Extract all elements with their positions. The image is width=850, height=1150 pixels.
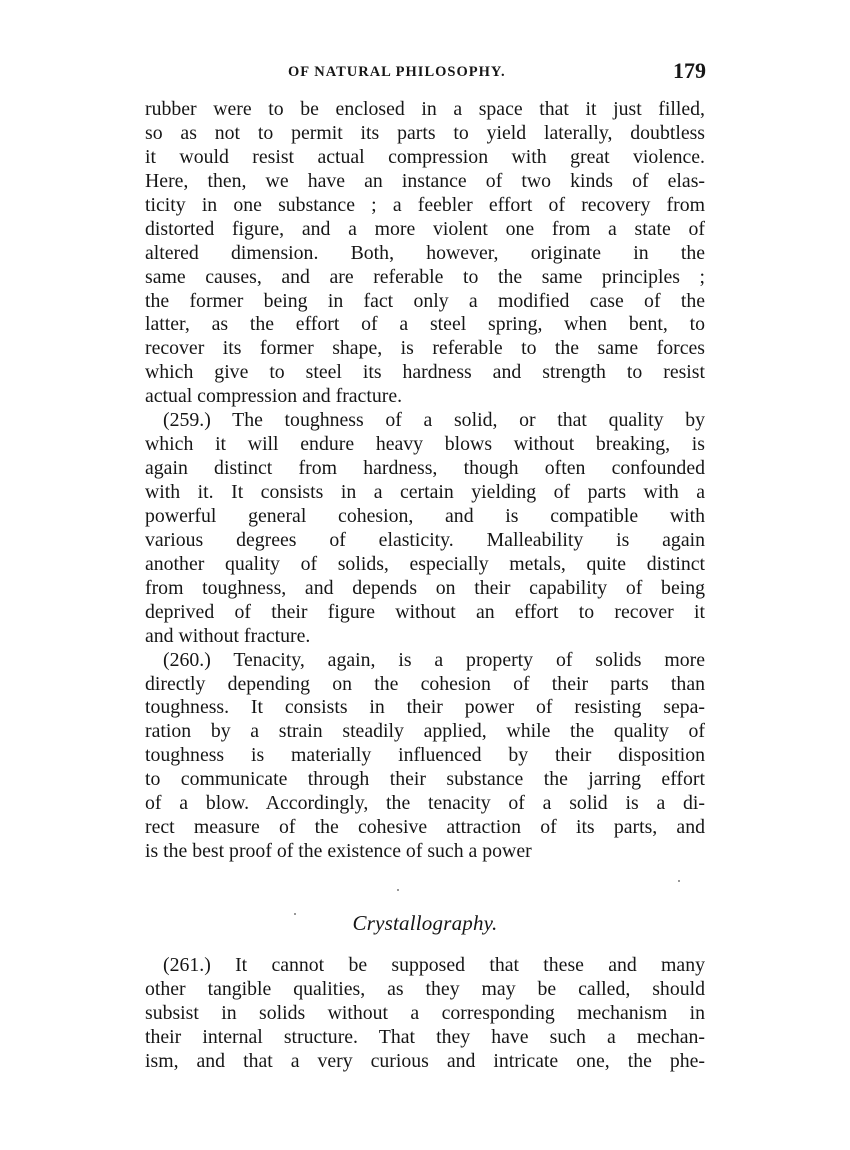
running-head: OF NATURAL PHILOSOPHY. [288, 64, 506, 80]
body-text [145, 98, 705, 864]
text-line: latter, as the effort of a steel spring, when bent, to [145, 313, 705, 336]
text-line: which give to steel its hardness and strength to resist [145, 361, 705, 384]
text-line: again distinct from hardness, though often confounded [145, 457, 705, 480]
text-line: it would resist actual compression with great violence. [145, 145, 705, 168]
print-speck [397, 889, 399, 891]
text-line: distorted figure, and a more violent one from a state of [145, 217, 705, 240]
section-heading-block [145, 908, 705, 938]
text-line: deprived of their figure without an effort to recover it [145, 600, 705, 623]
text-line: their internal structure. That they have such a mechan- [145, 1025, 705, 1048]
text-line: ration by a strain steadily applied, while the quality of [145, 720, 705, 743]
section-heading: Crystallography. [352, 911, 498, 935]
text-line: powerful general cohesion, and is compatible with [145, 504, 705, 527]
page-header [145, 56, 705, 92]
paragraph-start-259: (259.) The toughness of a solid, or that quality by [163, 409, 705, 432]
text-line: rubber were to be enclosed in a space that it just filled, [145, 98, 705, 120]
text-line: to communicate through their substance the jarring effort [145, 768, 705, 791]
text-line: toughness. It consists in their power of resisting sepa- [145, 696, 705, 719]
paragraph-start-260: (260.) Tenacity, again, is a property of solids more [163, 648, 705, 671]
text-line: various degrees of elasticity. Malleability is again [145, 528, 705, 551]
body-text-continued [145, 954, 705, 1074]
text-line: ticity in one substance ; a feebler effort of recovery from [145, 193, 705, 216]
text-line: ism, and that a very curious and intricate one, the phe- [145, 1049, 705, 1072]
text-line: actual compression and fracture. [145, 385, 403, 408]
page-number: 179 [673, 58, 706, 83]
text-line: of a blow. Accordingly, the tenacity of a solid is a di- [145, 792, 705, 815]
text-line: with it. It consists in a certain yielding of parts with a [145, 481, 705, 503]
text-line: subsist in solids without a corresponding mechanism in [145, 1001, 705, 1024]
text-line: Here, then, we have an instance of two kinds of elas- [145, 169, 705, 192]
paragraph-start-261: (261.) It cannot be supposed that these and many [163, 954, 705, 976]
text-line: directly depending on the cohesion of their parts than [145, 672, 705, 695]
text-line: from toughness, and depends on their capability of being [145, 576, 705, 599]
print-speck [294, 913, 296, 915]
text-line: other tangible qualities, as they may be called, should [145, 977, 705, 1000]
text-line: is the best proof of the existence of such a power [145, 840, 532, 863]
text-line: toughness is materially influenced by their disposition [145, 744, 705, 767]
text-line: another quality of solids, especially metals, quite distinct [145, 552, 705, 575]
text-line: the former being in fact only a modified case of the [145, 289, 705, 312]
text-line: recover its former shape, is referable to the same forces [145, 337, 705, 360]
text-line: same causes, and are referable to the same principles ; [145, 265, 705, 288]
text-line: rect measure of the cohesive attraction of its parts, and [145, 816, 705, 839]
text-line: so as not to permit its parts to yield laterally, doubtless [145, 121, 705, 144]
print-speck [678, 880, 680, 882]
text-line: and without fracture. [145, 624, 311, 647]
text-line: which it will endure heavy blows without breaking, is [145, 433, 705, 456]
text-line: altered dimension. Both, however, originate in the [145, 241, 705, 264]
